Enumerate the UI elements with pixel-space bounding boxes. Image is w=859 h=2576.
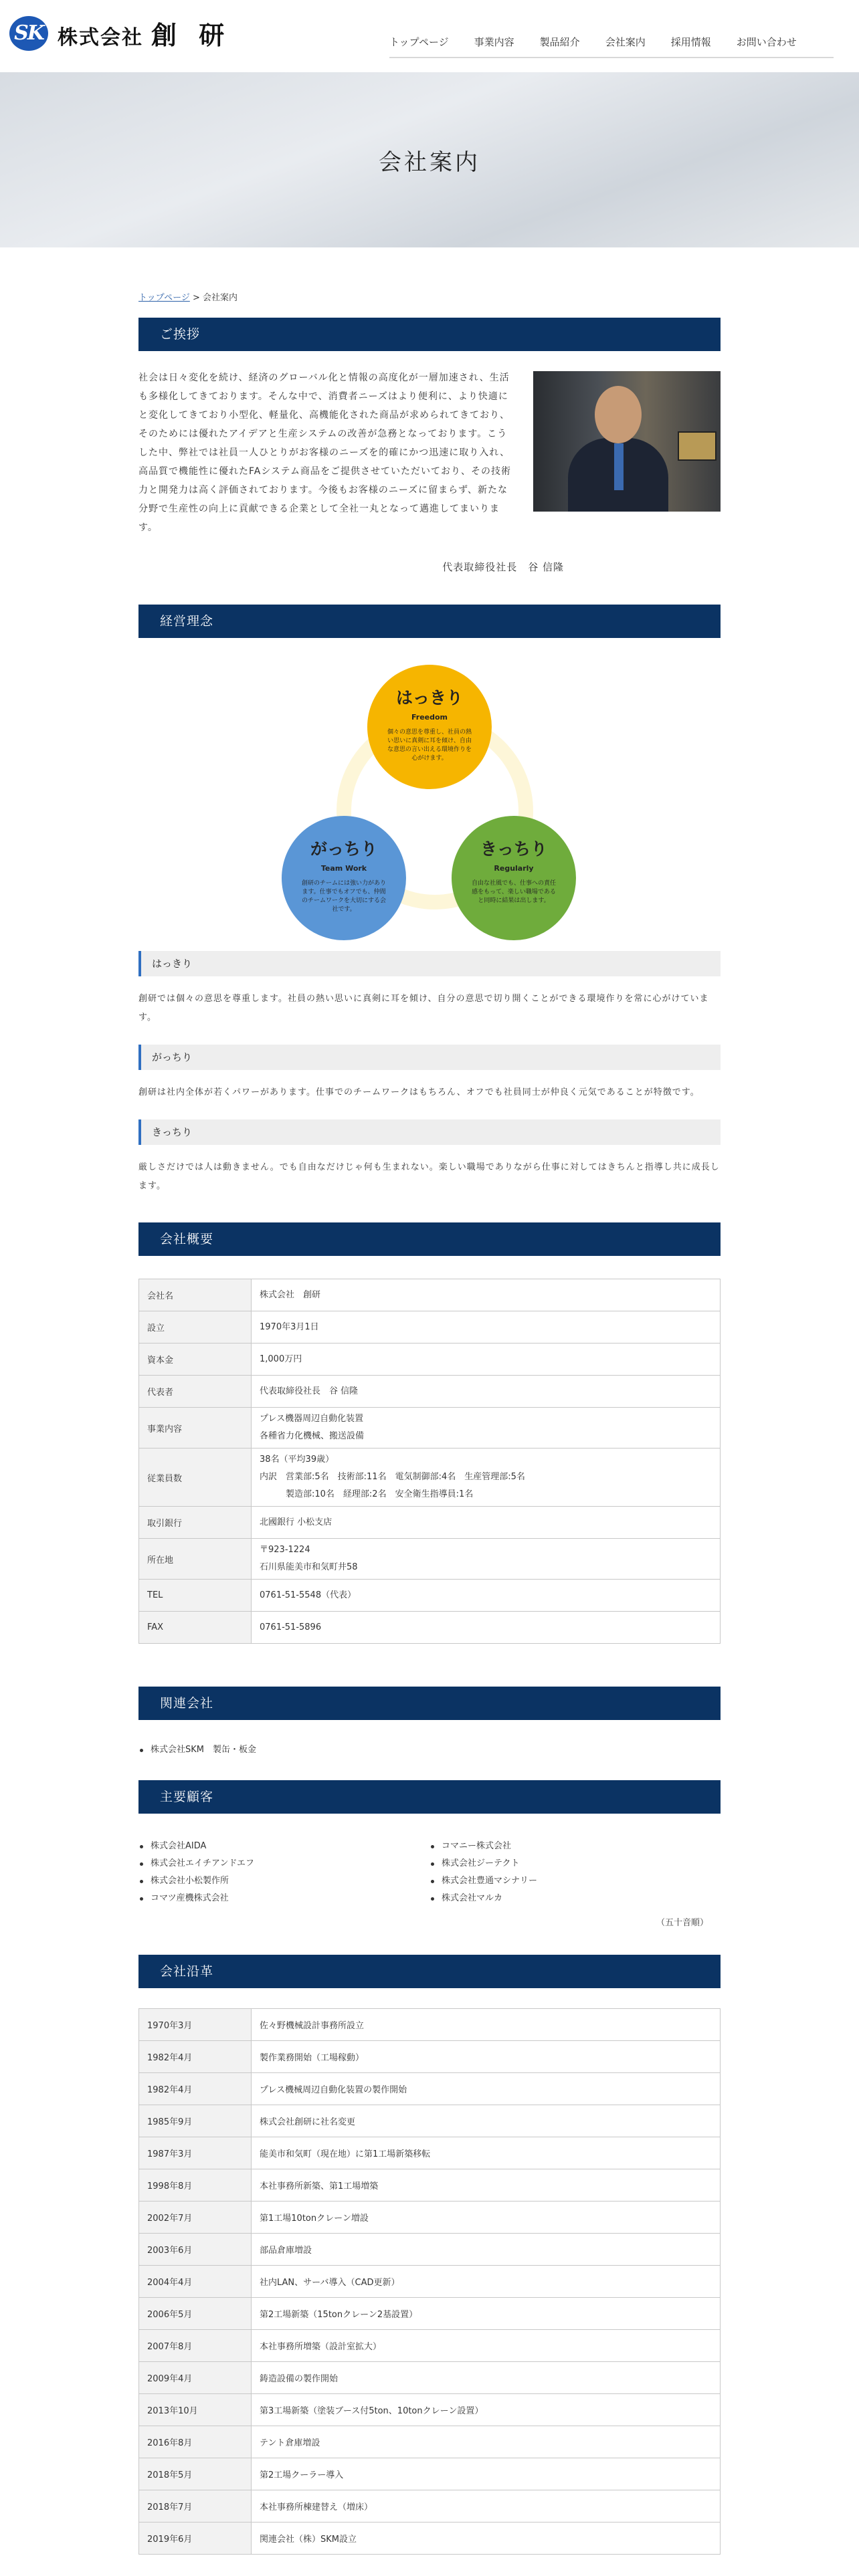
- greeting-text: 社会は日々変化を続け、経済のグローバル化と情報の高度化が一層加速され、生活も多様化してきております。そんな中で、消費者ニーズはより便利に、より快適にと変化してきており小型化、軽量化、高機能化された商品が求められてきており、そのためには優れたアイデアと生産システムの改善が急務となっております。こうした中、弊社では社員一人ひとりがお客様のニーズを的確にかつ迅速に取り入れ、高品質で機能性に優れたFAシステム商品をご提供させていただいており、その技術力と開発力は高く評価されております。今後もお客様のニーズに留まらず、新たな分野で生産性の向上に貢献できる企業として全社一丸となって邁進してまいります。: [138, 372, 511, 533]
- list-item: 株式会社豊通マシナリー: [430, 1872, 721, 1890]
- table-row: [139, 2362, 721, 2394]
- overview-value: [252, 1311, 721, 1344]
- table-row: [139, 2394, 721, 2426]
- overview-value-line: 代表取締役社長 谷 信隆: [260, 1386, 359, 1396]
- history-date: 1985年9月: [139, 2105, 252, 2137]
- nav-company[interactable]: 会社案内: [605, 36, 646, 48]
- overview-value: [252, 1539, 721, 1580]
- overview-value-line: 0761-51-5548（代表）: [260, 1590, 357, 1600]
- overview-value: [252, 1580, 721, 1612]
- overview-value-line: 内訳 営業部:5名 技術部:11名 電気制御部:4名 生産管理部:5名: [260, 1472, 525, 1482]
- table-row: [139, 1376, 721, 1408]
- overview-key: 事業内容: [139, 1408, 252, 1448]
- overview-value-line: 0761-51-5896: [260, 1622, 322, 1632]
- philosophy-heading: 経営理念: [138, 605, 721, 638]
- table-row: [139, 2234, 721, 2266]
- circle-gacchiri: がっちり Team Work 創研のチームには強い力があります。仕事でもオフでも、仲間のチームワークを大切にする会社です。: [282, 816, 406, 940]
- history-event: 能美市和気町（現在地）に第1工場新築移転: [252, 2137, 721, 2169]
- overview-value-line: 〒923-1224: [260, 1545, 310, 1555]
- table-row: [139, 1448, 721, 1507]
- table-row: [139, 1507, 721, 1539]
- overview-value: [252, 1344, 721, 1376]
- history-event: 第1工場10tonクレーン増設: [252, 2202, 721, 2234]
- history-event: 本社事務所棟建替え（増床）: [252, 2490, 721, 2523]
- philosophy-item-title: きっちり: [138, 1119, 721, 1145]
- site-header: [0, 0, 859, 72]
- table-row: [139, 2073, 721, 2105]
- overview-value-line: 各種省力化機械、搬送設備: [260, 1431, 365, 1441]
- history-event: 関連会社（株）SKM設立: [252, 2523, 721, 2555]
- customers-note: （五十音順）: [656, 1918, 708, 1928]
- history-event: 佐々野機械設計事務所設立: [252, 2009, 721, 2041]
- list-item: 株式会社AIDA: [138, 1838, 430, 1855]
- nav-recruit[interactable]: 採用情報: [670, 36, 711, 48]
- history-date: 1982年4月: [139, 2041, 252, 2073]
- list-item: コマニー株式会社: [430, 1838, 721, 1855]
- table-row: [139, 2105, 721, 2137]
- overview-value: [252, 1612, 721, 1644]
- overview-table: [138, 1279, 721, 1644]
- global-nav: [389, 35, 834, 58]
- history-date: 2003年6月: [139, 2234, 252, 2266]
- table-row: [139, 2330, 721, 2362]
- philosophy-item-text: 厳しさだけでは人は動きません。でも自由なだけじゃ何も生まれない。楽しい職場でありながら仕事に対してはきちんと指導し共に成長します。: [138, 1162, 720, 1191]
- overview-value-line: 1,000万円: [260, 1354, 302, 1364]
- logo-text: [58, 15, 231, 51]
- overview-value-line: プレス機器周辺自動化装置: [260, 1414, 364, 1424]
- nav-business[interactable]: 事業内容: [474, 36, 514, 48]
- overview-key: 代表者: [139, 1376, 252, 1408]
- overview-value-line: 石川県能美市和気町井58: [260, 1562, 358, 1572]
- overview-value-line: 1970年3月1日: [260, 1321, 319, 1332]
- history-date: 2002年7月: [139, 2202, 252, 2234]
- table-row: [139, 1539, 721, 1580]
- history-date: 2018年5月: [139, 2458, 252, 2490]
- history-date: 2019年6月: [139, 2523, 252, 2555]
- table-row: [139, 1344, 721, 1376]
- breadcrumb-home-link[interactable]: トップページ: [138, 293, 190, 303]
- history-date: 2018年7月: [139, 2490, 252, 2523]
- history-table: [138, 2008, 721, 2555]
- history-date: 1970年3月: [139, 2009, 252, 2041]
- related-heading: 関連会社: [138, 1687, 721, 1720]
- greeting-section: [138, 368, 721, 537]
- nav-contact[interactable]: お問い合わせ: [736, 36, 797, 48]
- overview-key: 従業員数: [139, 1448, 252, 1507]
- philosophy-item-title: がっちり: [138, 1045, 721, 1070]
- greeting-heading: ご挨拶: [138, 318, 721, 351]
- logo-prefix: 株式会社: [58, 26, 143, 49]
- history-event: 鋳造設備の製作開始: [252, 2362, 721, 2394]
- customers-list-right: [430, 1838, 721, 1907]
- history-event: プレス機械周辺自動化装置の製作開始: [252, 2073, 721, 2105]
- overview-key: 会社名: [139, 1279, 252, 1311]
- philosophy-item-text: 創研では個々の意思を尊重します。社員の熱い思いに真剣に耳を傾け、自分の意思で切り開くことができる環境作りを常に心がけています。: [138, 994, 709, 1023]
- overview-value: [252, 1408, 721, 1448]
- president-signature: 代表取締役社長 谷 信隆: [442, 561, 564, 573]
- overview-value: [252, 1279, 721, 1311]
- table-row: [139, 1311, 721, 1344]
- history-event: 本社事務所増築（設計室拡大）: [252, 2330, 721, 2362]
- overview-key: TEL: [139, 1580, 252, 1612]
- overview-key: 取引銀行: [139, 1507, 252, 1539]
- circle-hakkiri: はっきり Freedom 個々の意思を尊重し、社員の熱い思いに真剣に耳を傾け、自由な意思の言い出える環境作りを心がけます。: [367, 665, 492, 789]
- table-row: [139, 2490, 721, 2523]
- philosophy-diagram: [138, 665, 721, 939]
- table-row: [139, 2137, 721, 2169]
- table-row: [139, 2266, 721, 2298]
- history-date: 2013年10月: [139, 2394, 252, 2426]
- philosophy-item-text: 創研は社内全体が若くパワーがあります。仕事でのチームワークはもちろん、オフでも社員同士が仲良く元気であることが特徴です。: [138, 1087, 700, 1097]
- history-event: 製作業務開始（工場稼動）: [252, 2041, 721, 2073]
- overview-key: 資本金: [139, 1344, 252, 1376]
- list-item: 株式会社SKM 製缶・板金: [138, 1741, 721, 1759]
- history-event: 社内LAN、サーバ導入（CAD更新）: [252, 2266, 721, 2298]
- related-list: [138, 1741, 721, 1759]
- overview-key: 所在地: [139, 1539, 252, 1580]
- overview-value: [252, 1376, 721, 1408]
- table-row: [139, 2009, 721, 2041]
- page-hero: [0, 72, 859, 247]
- overview-value: [252, 1448, 721, 1507]
- table-row: [139, 1580, 721, 1612]
- history-event: 第2工場クーラー導入: [252, 2458, 721, 2490]
- history-event: テント倉庫増設: [252, 2426, 721, 2458]
- overview-value: [252, 1507, 721, 1539]
- history-date: 1998年8月: [139, 2169, 252, 2202]
- breadcrumb-separator: >: [189, 293, 203, 303]
- history-date: 1987年3月: [139, 2137, 252, 2169]
- overview-key: 設立: [139, 1311, 252, 1344]
- list-item: 株式会社エイチアンドエフ: [138, 1855, 430, 1872]
- table-row: [139, 2298, 721, 2330]
- history-date: 2016年8月: [139, 2426, 252, 2458]
- overview-heading: 会社概要: [138, 1222, 721, 1256]
- customers-list-left: [138, 1838, 430, 1907]
- table-row: [139, 1612, 721, 1644]
- history-event: 第3工場新築（塗装ブース付5ton、10tonクレーン設置）: [252, 2394, 721, 2426]
- table-row: [139, 2523, 721, 2555]
- history-date: 2006年5月: [139, 2298, 252, 2330]
- page-title: 会社案内: [379, 148, 480, 176]
- philosophy-item-title: はっきり: [138, 951, 721, 976]
- overview-value-line: 製造部:10名 経理部:2名 安全衛生指導員:1名: [260, 1489, 474, 1499]
- president-photo: [533, 371, 721, 512]
- nav-products[interactable]: 製品紹介: [539, 36, 580, 48]
- table-row: [139, 1279, 721, 1311]
- history-date: 2009年4月: [139, 2362, 252, 2394]
- breadcrumb: [138, 290, 721, 303]
- history-date: 2007年8月: [139, 2330, 252, 2362]
- history-date: 2004年4月: [139, 2266, 252, 2298]
- company-logo[interactable]: [9, 15, 231, 51]
- overview-value-line: 株式会社 創研: [260, 1289, 321, 1300]
- overview-value-line: 北國銀行 小松支店: [260, 1517, 332, 1527]
- breadcrumb-current: 会社案内: [203, 293, 238, 303]
- table-row: [139, 2041, 721, 2073]
- list-item: 株式会社マルカ: [430, 1890, 721, 1907]
- history-heading: 会社沿革: [138, 1955, 721, 1988]
- history-date: 1982年4月: [139, 2073, 252, 2105]
- overview-value-line: 38名（平均39歳）: [260, 1455, 335, 1465]
- table-row: [139, 2169, 721, 2202]
- history-event: 株式会社創研に社名変更: [252, 2105, 721, 2137]
- list-item: 株式会社小松製作所: [138, 1872, 430, 1890]
- history-event: 第2工場新築（15tonクレーン2基設置）: [252, 2298, 721, 2330]
- history-event: 部品倉庫増設: [252, 2234, 721, 2266]
- table-row: [139, 1408, 721, 1448]
- circle-kicchiri: きっちり Regularly 自由な社風でも、仕事への責任感をもって、楽しい職場であると同時に結果は出します。: [452, 816, 576, 940]
- list-item: コマツ産機株式会社: [138, 1890, 430, 1907]
- history-event: 本社事務所新築、第1工場増築: [252, 2169, 721, 2202]
- nav-top[interactable]: トップページ: [389, 36, 449, 48]
- table-row: [139, 2426, 721, 2458]
- main-content: [138, 290, 721, 2555]
- overview-key: FAX: [139, 1612, 252, 1644]
- logo-mark: SK: [9, 16, 48, 51]
- logo-name: 創 研: [151, 21, 231, 50]
- table-row: [139, 2458, 721, 2490]
- table-row: [139, 2202, 721, 2234]
- customers-lists: [138, 1838, 721, 1907]
- list-item: 株式会社ジーテクト: [430, 1855, 721, 1872]
- customers-heading: 主要顧客: [138, 1780, 721, 1814]
